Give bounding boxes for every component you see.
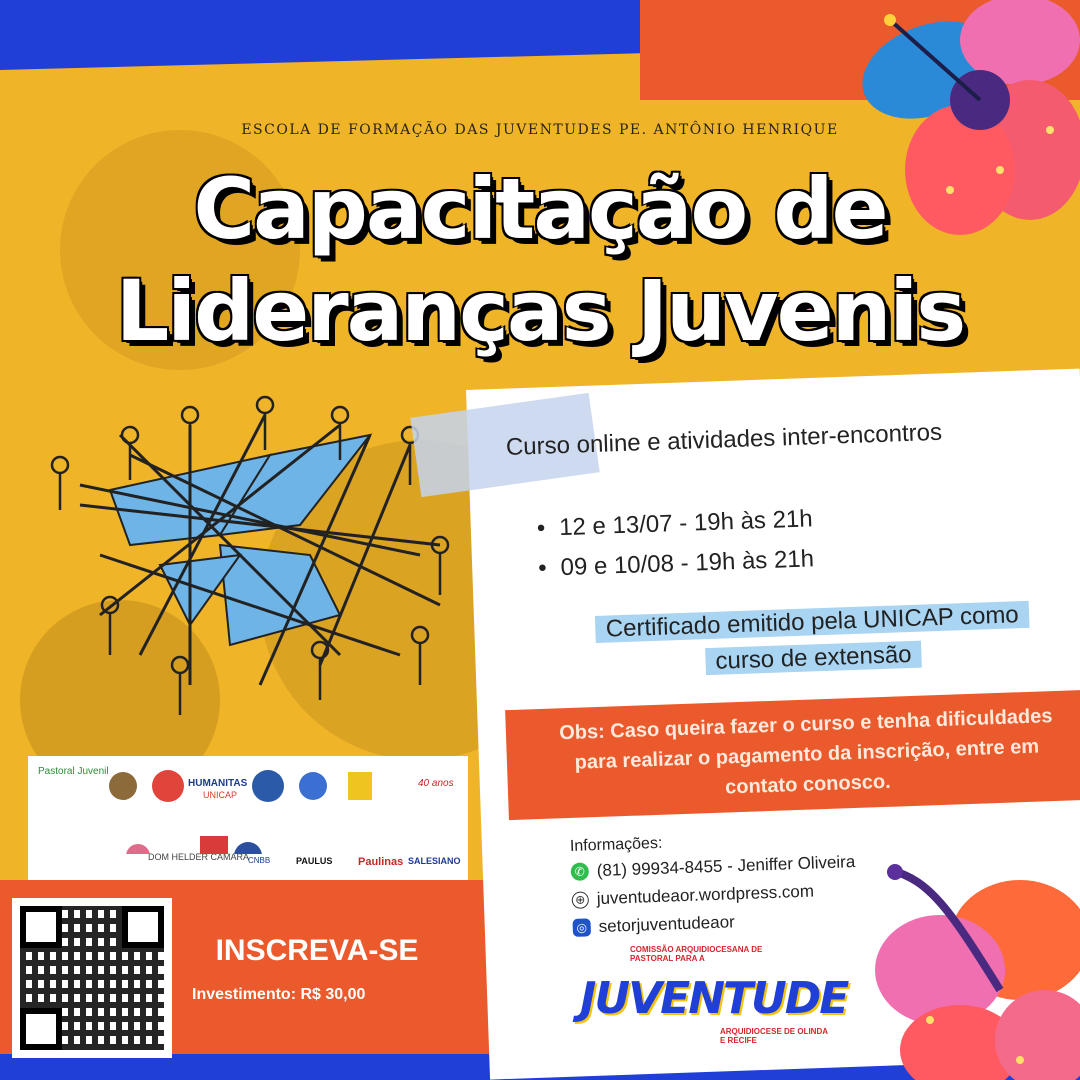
whatsapp-icon: ✆ — [570, 862, 589, 881]
logo-salesiano: SALESIANO — [408, 856, 461, 866]
qr-code[interactable] — [12, 898, 172, 1058]
date-item: • 12 e 13/07 - 19h às 21h — [536, 499, 813, 549]
juventude-logo-bottom: ARQUIDIOCESE DE OLINDA E RECIFE — [720, 1027, 828, 1045]
logo-pastoral-juvenil: Pastoral Juvenil — [38, 766, 109, 777]
info-heading: Informações: — [569, 834, 663, 855]
logo-emblems-icon — [108, 764, 408, 854]
flower-bottom-right-icon — [870, 850, 1080, 1080]
instagram-text: setorjuventudeaor — [598, 912, 736, 937]
qr-finder-bottom-left — [20, 1008, 62, 1050]
logo-cnbb: CNBB — [248, 856, 271, 865]
logo-paulus: PAULUS — [296, 856, 333, 866]
title-line-2: Lideranças Juvenis — [115, 262, 965, 360]
price-text: Investimento: R$ 30,00 — [192, 986, 366, 1003]
globe-icon: ⊕ — [571, 891, 589, 909]
obs-note: Obs: Caso queira fazer o curso e tenha dificuldades para realizar o pagamento da inscrição, entre em contato conosco. — [558, 705, 1053, 799]
title-line-1: Capacitação de — [193, 160, 887, 258]
website-text: juventudeaor.wordpress.com — [596, 881, 815, 909]
logo-paulinas: Paulinas — [358, 856, 404, 868]
school-name: ESCOLA DE FORMAÇÃO DAS JUVENTUDES PE. ANTÔNIO HENRIQUE — [241, 122, 839, 138]
logo-humanitas: HUMANITAS — [188, 778, 248, 789]
dates-list — [536, 499, 815, 589]
logo-dom-helder: DOM HELDER CAMARA — [148, 852, 250, 862]
logo-40-anos: 40 anos — [418, 778, 454, 789]
phone-text: (81) 99934-8455 - Jeniffer Oliveira — [596, 852, 856, 881]
instagram-icon: ◎ — [572, 918, 591, 937]
juventude-logo-top: COMISSÃO ARQUIDIOCESANA DE PASTORAL PARA A — [630, 945, 763, 963]
logo-unicap: UNICAP — [203, 790, 238, 800]
certificate-line-1: Certificado emitido pela UNICAP como — [595, 601, 1029, 643]
qr-finder-top-left — [20, 906, 62, 948]
signup-button[interactable] — [183, 925, 451, 977]
partner-logos — [28, 756, 468, 880]
qr-finder-top-right — [122, 906, 164, 948]
certificate-line-2: curso de extensão — [705, 641, 922, 676]
juventude-logo-main: JUVENTUDE — [580, 973, 848, 1024]
date-item: • 09 e 10/08 - 19h às 21h — [538, 539, 815, 589]
signup-label: INSCREVA-SE — [183, 925, 451, 977]
juventude-logo — [580, 945, 848, 1055]
course-subtitle: Curso online e atividades inter-encontros — [505, 418, 943, 461]
